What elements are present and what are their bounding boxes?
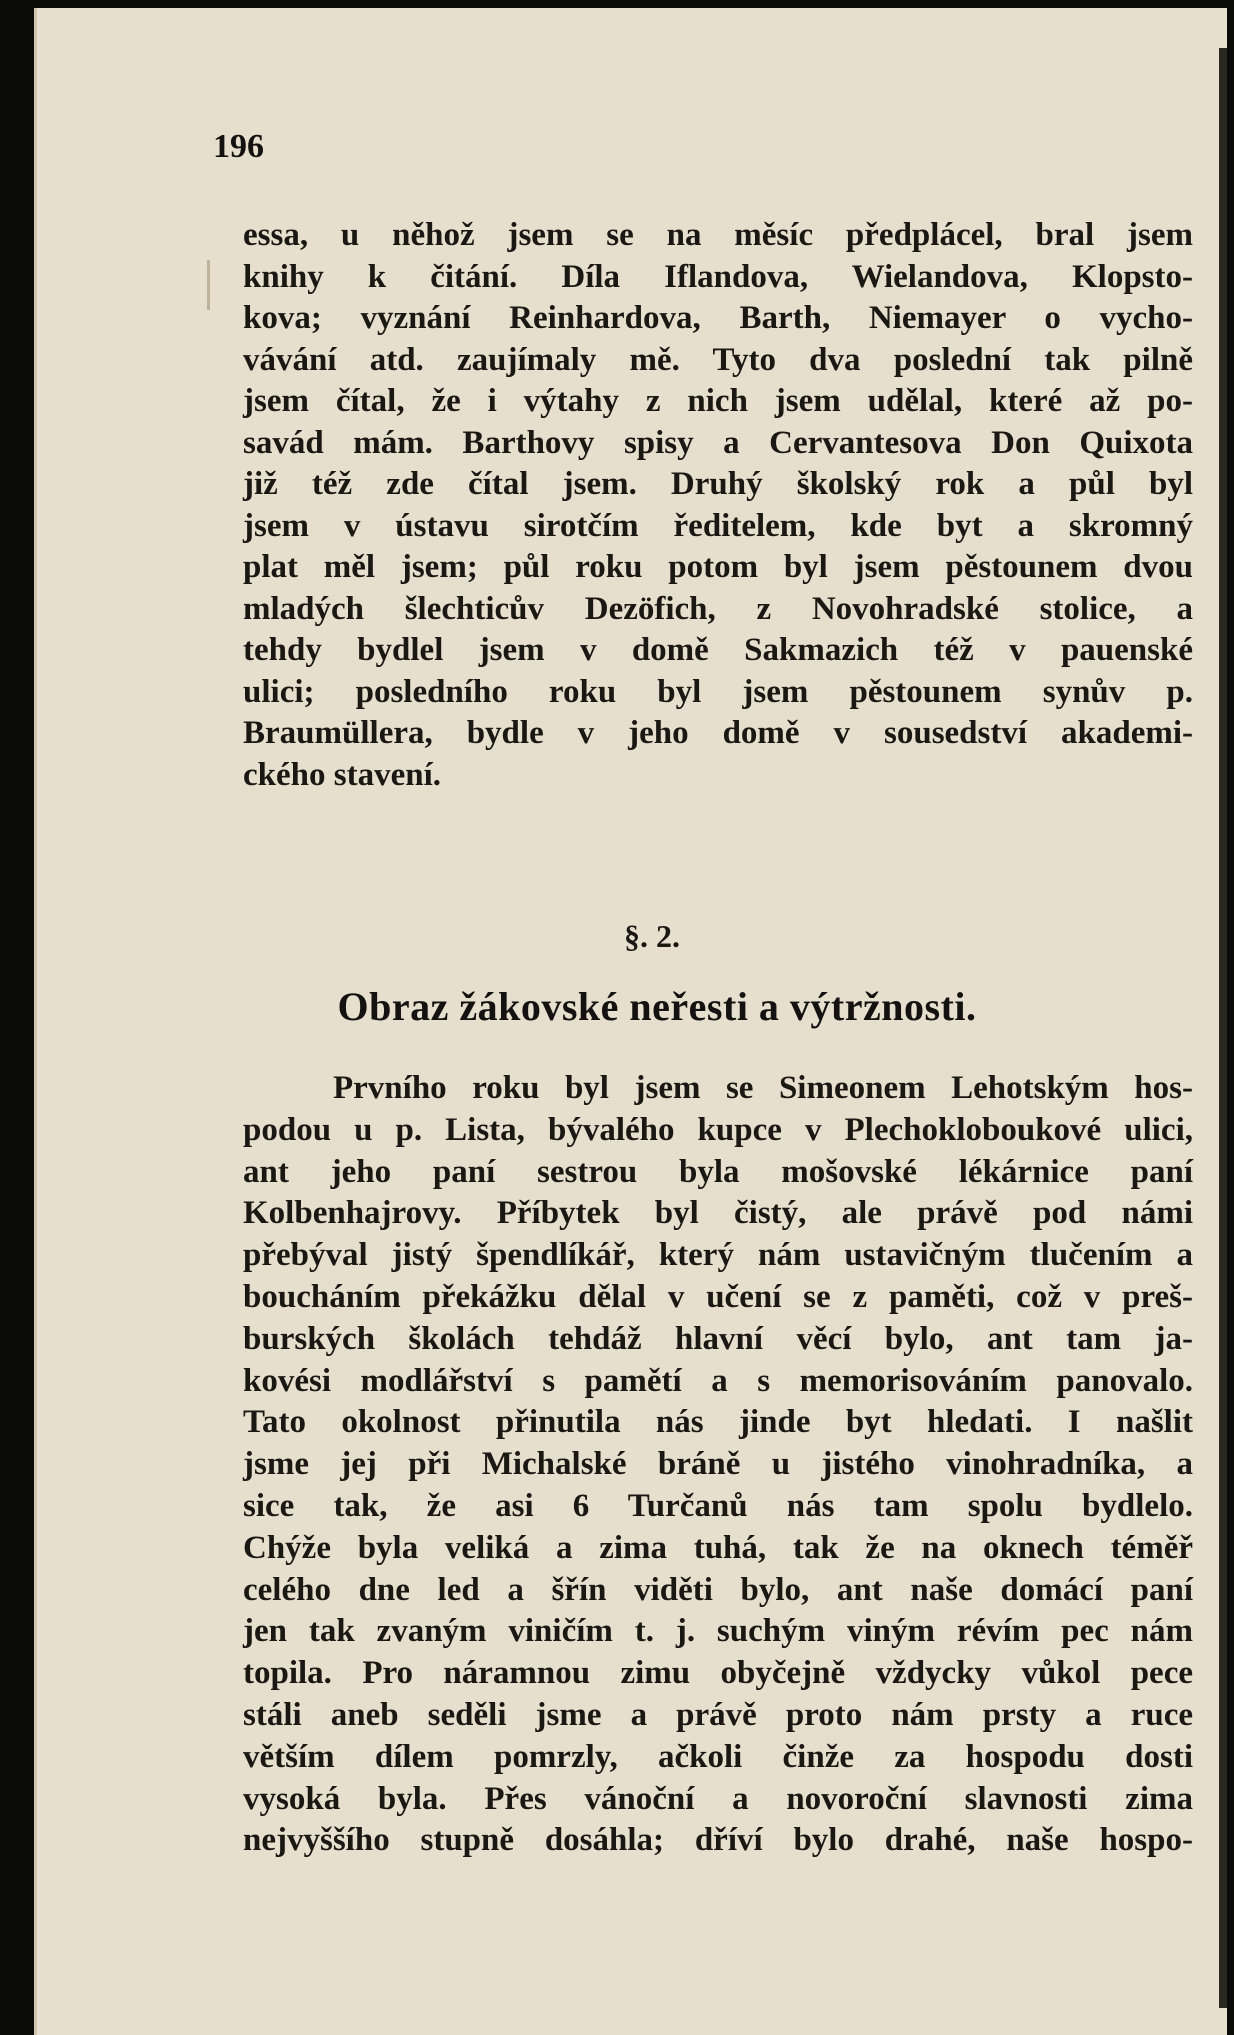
text-line: celého dne led a šřín viděti bylo, ant naše domácí paní [243, 1571, 1193, 1608]
text-line: ulici; posledního roku byl jsem pěstounem synův p. [243, 673, 1193, 710]
text-line: plat měl jsem; půl roku potom byl jsem pěstounem dvou [243, 549, 1193, 585]
text-line: kovési modlářství s pamětí a s memorisováním panovalo. [243, 1362, 1193, 1399]
text-line: podou u p. Lista, bývalého kupce v Plechokloboukové ulici, [243, 1111, 1193, 1148]
text-line: topila. Pro náramnou zimu obyčejně vždycky vůkol pece [243, 1655, 1193, 1692]
text-line: Chýže byla veliká a zima tuhá, tak že na oknech téměř [243, 1529, 1193, 1566]
text-line: jsem čítal, že i výtahy z nich jsem udělal, které až po- [243, 383, 1193, 419]
section-heading: Obraz žákovské neřesti a výtržnosti. [337, 984, 977, 1029]
section-number: §. 2. [624, 918, 680, 954]
text-line: knihy k čitání. Díla Iflandova, Wielandova, Klopsto- [243, 258, 1193, 295]
text-line: jsme jej při Michalské bráně u jistého vinohradníka, a [243, 1446, 1193, 1483]
text-line: ant jeho paní sestrou byla mošovské lékárnice paní [243, 1153, 1193, 1190]
page-number: 196 [213, 128, 264, 165]
text-line: essa, u něhož jsem se na měsíc předplácel, bral jsem [243, 217, 1193, 253]
margin-pencil-mark [207, 260, 210, 310]
text-line: Tato okolnost přinutila nás jinde byt hledati. I našlit [243, 1404, 1193, 1441]
text-line: burských školách tehdáž hlavní věcí bylo, ant tam ja- [243, 1320, 1193, 1357]
text-line: ckého stavení. [243, 756, 441, 793]
paragraph-1 [243, 215, 1193, 796]
text-line: savád mám. Barthovy spisy a Cervantesova Don Quixota [243, 424, 1193, 461]
text-line: již též zde čítal jsem. Druhý školský rok a půl byl [243, 466, 1193, 502]
text-line: vysoká byla. Přes vánoční a novoroční slavnosti zima [243, 1780, 1193, 1817]
book-page [34, 8, 1227, 2035]
text-line: stáli aneb seděli jsme a právě proto nám prsty a ruce [243, 1696, 1193, 1733]
text-line: jen tak zvaným viničím t. j. suchým viným révím pec nám [243, 1613, 1193, 1650]
text-line: Braumüllera, bydle v jeho domě v sousedství akademi- [243, 715, 1193, 751]
text-line: Prvního roku byl jsem se Simeonem Lehotským hos- [333, 1070, 1193, 1106]
text-line: boucháním překážku dělal v učení se z paměti, což v preš- [243, 1278, 1193, 1315]
text-line: Kolbenhajrovy. Příbytek byl čistý, ale právě pod námi [243, 1195, 1193, 1232]
text-line: přebýval jistý špendlíkář, který nám ustavičným tlučením a [243, 1237, 1193, 1274]
text-line: sice tak, že asi 6 Turčanů nás tam spolu bydlelo. [243, 1487, 1193, 1524]
text-line: kova; vyznání Reinhardova, Barth, Niemayer o vycho- [243, 300, 1193, 336]
text-line: mladých šlechticův Dezöfich, z Novohradské stolice, a [243, 590, 1193, 627]
text-line: nejvyššího stupně dosáhla; dříví bylo drahé, naše hospo- [243, 1822, 1193, 1859]
text-line: tehdy bydlel jsem v domě Sakmazich též v pauenské [243, 632, 1193, 668]
text-line: jsem v ústavu sirotčím ředitelem, kde byt a skromný [243, 507, 1193, 544]
text-line: větším dílem pomrzly, ačkoli činže za hospodu dosti [243, 1738, 1193, 1775]
text-line: vávání atd. zaujímaly mě. Tyto dva poslední tak pilně [243, 341, 1193, 378]
paragraph-2 [243, 1068, 1193, 1862]
